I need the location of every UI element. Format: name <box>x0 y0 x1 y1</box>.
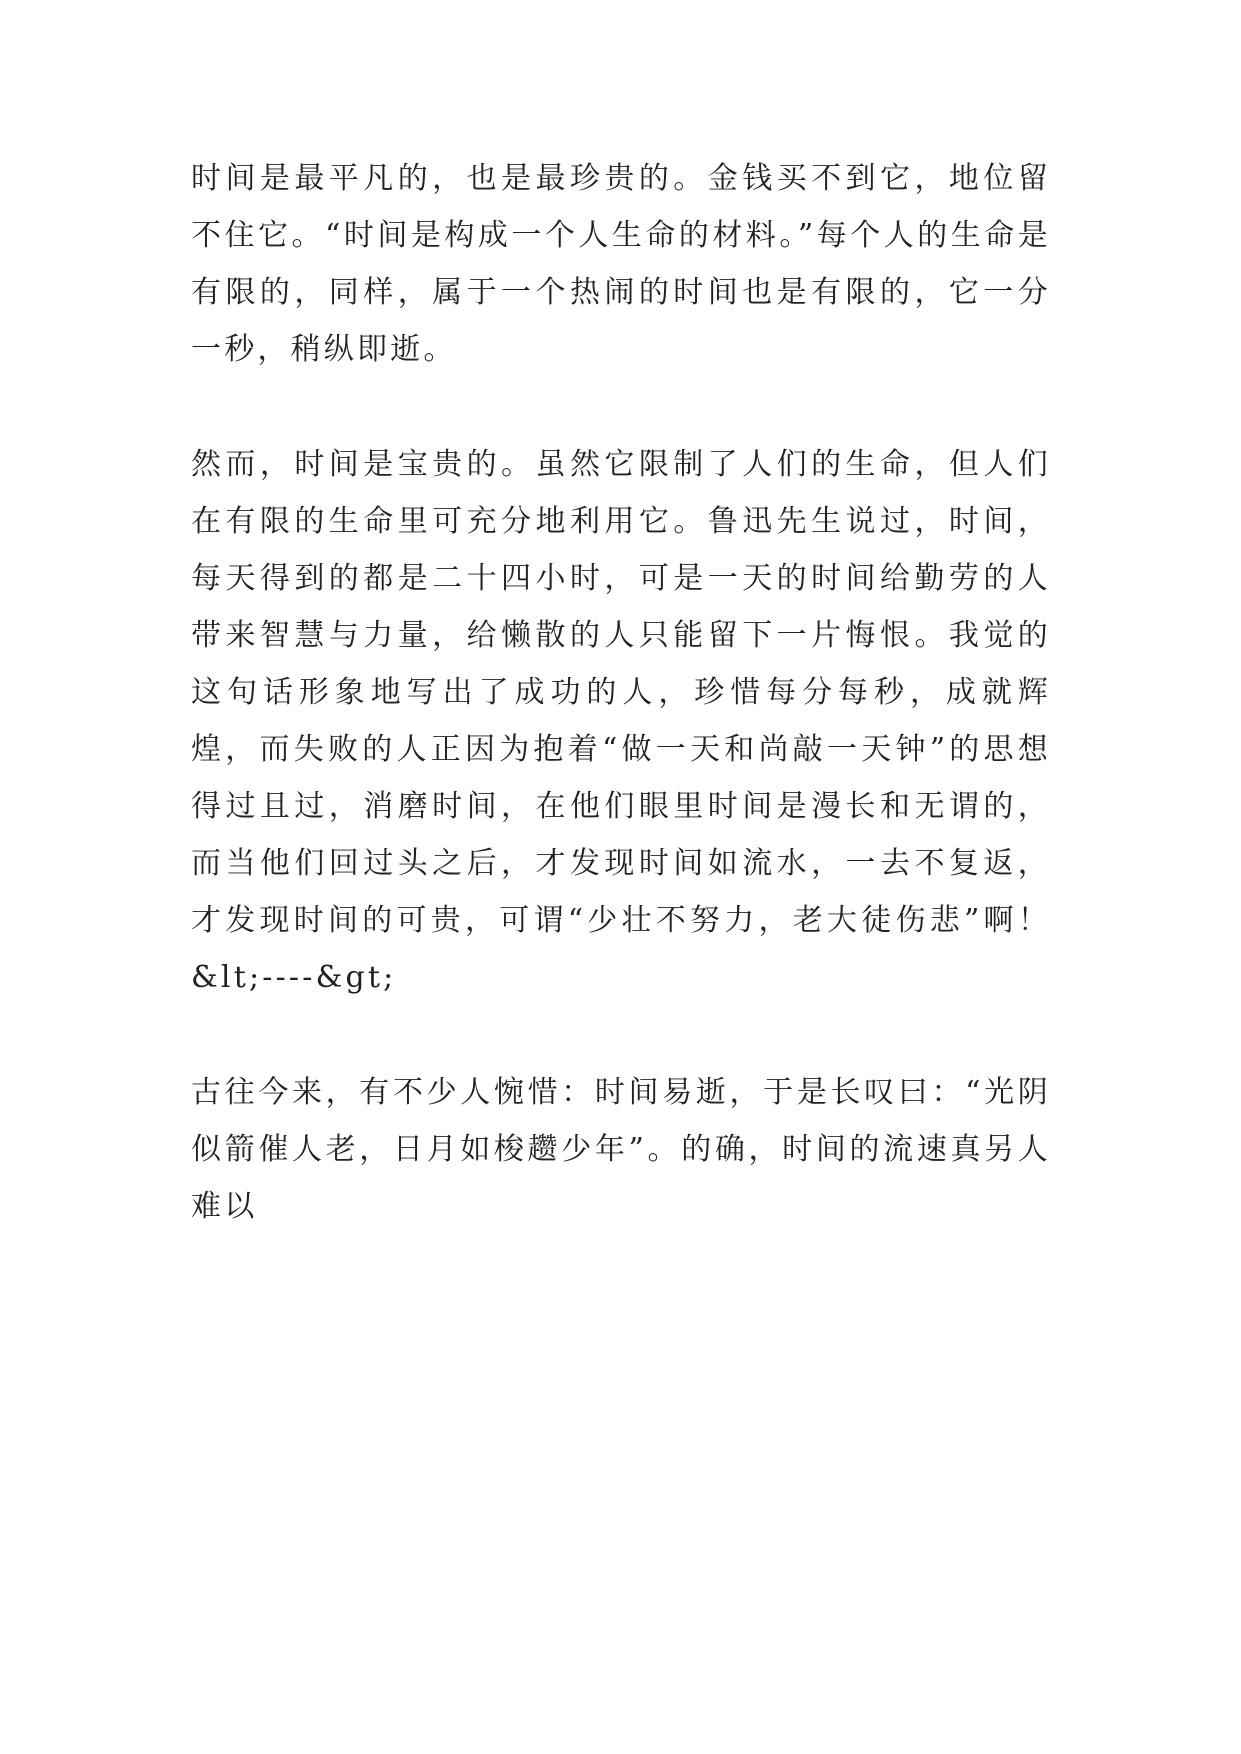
paragraph: 然而，时间是宝贵的。虽然它限制了人们的生命，但人们在有限的生命里可充分地利用它。鲁迅先生说过，时间，每天得到的都是二十四小时，可是一天的时间给勤劳的人带来智慧与力量，给懒散的人只能留下一片悔恨。我觉的这句话形象地写出了成功的人，珍惜每分每秒，成就辉煌，而失败的人正因为抱着“做一天和尚敲一天钟”的思想得过且过，消磨时间，在他们眼里时间是漫长和无谓的， 而当他们回过头之后，才发现时间如流水，一去不复返，才发现时间的可贵，可谓“少壮不努力，老大徒伤悲”啊！ &lt;----&gt; <box>191 447 1051 995</box>
paragraph: 古往今来，有不少人惋惜：时间易逝，于是长叹曰：“光阴似箭催人老，日月如梭趱少年”。的确，时间的流速真另人难以 <box>191 1075 1051 1224</box>
document-body <box>191 150 1051 1235</box>
paragraph: 时间是最平凡的，也是最珍贵的。金钱买不到它，地位留不住它。“时间是构成一个人生命的材料。”每个人的生命是有限的，同样，属于一个热闹的时间也是有限的，它一分一秒，稍纵即逝。 <box>191 161 1051 367</box>
